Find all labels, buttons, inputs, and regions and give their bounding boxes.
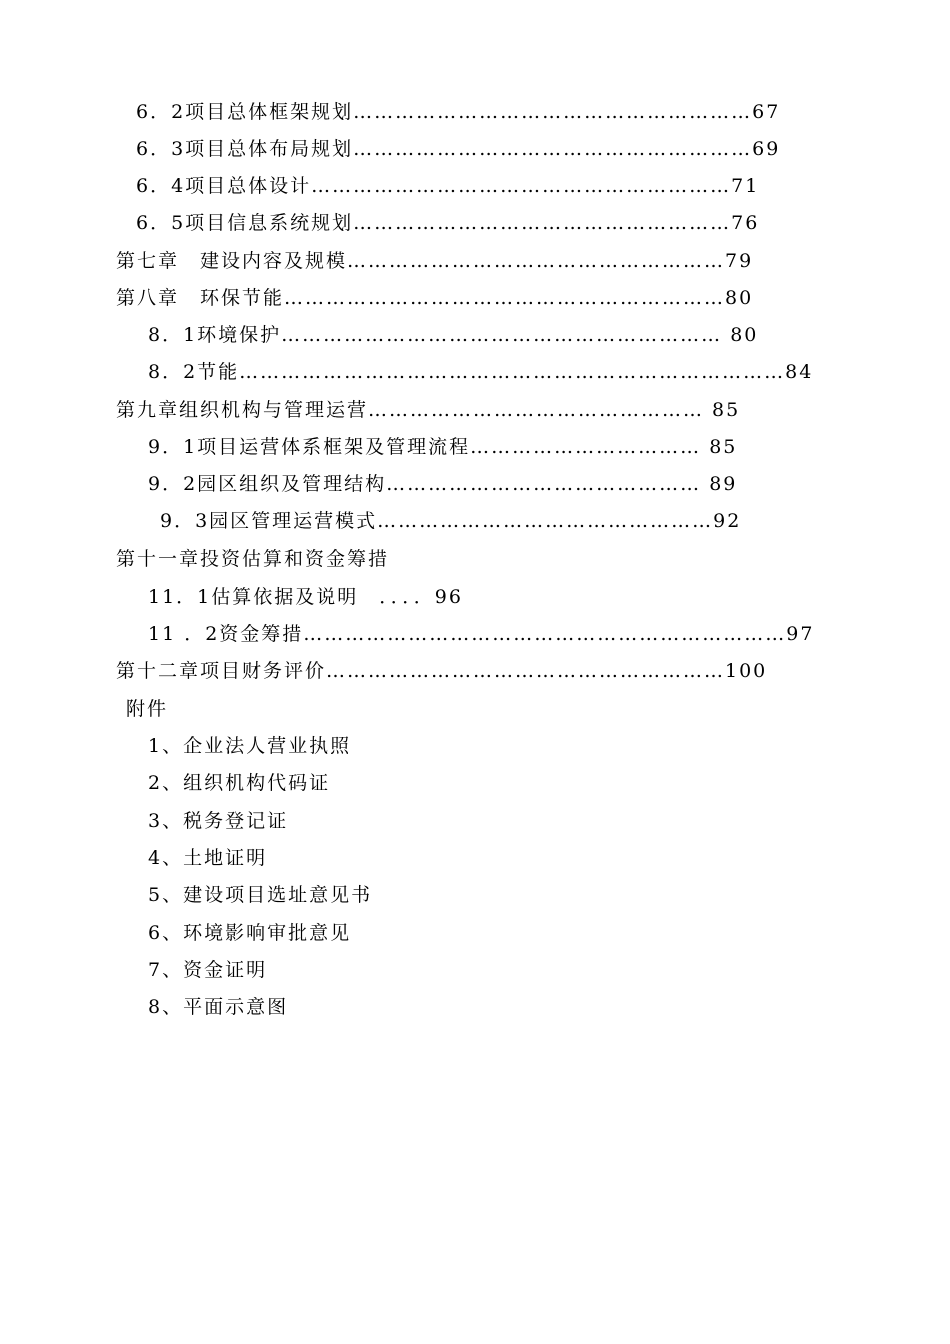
toc-entry-6-4	[136, 171, 759, 201]
toc-entry-11-1	[148, 582, 463, 612]
toc-entry-text: 9．2园区组织及管理结构……………………………………… 89	[148, 473, 738, 495]
toc-entry-text: 6．4项目总体设计……………………………………………………71	[136, 175, 760, 197]
toc-entry-6-2	[136, 97, 780, 127]
toc-entry-text: 第十一章投资估算和资金筹措	[116, 548, 390, 570]
toc-entry-text: 2、组织机构代码证	[148, 772, 331, 794]
toc-entry-text: 5、建设项目选址意见书	[148, 884, 373, 906]
toc-entry-text: 8．1环境保护……………………………………………………… 80	[148, 324, 759, 346]
toc-appendix-item	[148, 955, 267, 985]
toc-appendix-item	[148, 992, 288, 1022]
toc-entry-text: 附件	[126, 698, 169, 720]
toc-appendix-item	[148, 768, 330, 798]
toc-entry-text: 8、平面示意图	[148, 996, 289, 1018]
toc-chapter-12	[116, 656, 767, 686]
toc-chapter-9	[116, 395, 740, 425]
toc-entry-text: 11．1估算依据及说明 ．．．．96	[148, 586, 463, 608]
toc-entry-text: 第七章 建设内容及规模………………………………………………79	[116, 250, 754, 272]
toc-appendix-item	[148, 918, 351, 948]
toc-entry-text: 第十二章项目财务评价…………………………………………………100	[116, 660, 768, 682]
toc-chapter-8	[116, 283, 753, 313]
toc-appendix-item	[148, 880, 372, 910]
toc-appendix-item	[148, 843, 267, 873]
toc-entry-text: 9．1项目运营体系框架及管理流程…………………………… 85	[148, 436, 738, 458]
toc-entry-8-2	[148, 357, 813, 387]
toc-entry-text: 11 ．2资金筹措……………………………………………………………97	[148, 623, 815, 645]
toc-entry-6-5	[136, 208, 759, 238]
toc-entry-6-3	[136, 134, 780, 164]
toc-entry-9-3	[160, 506, 741, 536]
toc-entry-text: 8．2节能……………………………………………………………………84	[148, 361, 814, 383]
toc-entry-text: 7、资金证明	[148, 959, 268, 981]
toc-entry-text: 3、税务登记证	[148, 810, 289, 832]
toc-chapter-11	[116, 544, 389, 574]
toc-entry-9-1	[148, 432, 737, 462]
toc-entry-text: 6．3项目总体布局规划…………………………………………………69	[136, 138, 781, 160]
toc-entry-11-2	[148, 619, 814, 649]
toc-entry-text: 6、环境影响审批意见	[148, 922, 352, 944]
toc-entry-text: 6．5项目信息系统规划………………………………………………76	[136, 212, 760, 234]
toc-appendix-item	[148, 731, 351, 761]
toc-entry-text: 第九章组织机构与管理运营………………………………………… 85	[116, 399, 741, 421]
toc-entry-text: 1、企业法人营业执照	[148, 735, 352, 757]
toc-entry-9-2	[148, 469, 737, 499]
toc-appendix-item	[148, 806, 288, 836]
toc-entry-text: 9．3园区管理运营模式…………………………………………92	[160, 510, 742, 532]
toc-entry-text: 6．2项目总体框架规划…………………………………………………67	[136, 101, 781, 123]
toc-entry-8-1	[148, 320, 758, 350]
toc-entry-text: 4、土地证明	[148, 847, 268, 869]
toc-appendix-heading	[126, 694, 168, 724]
toc-entry-text: 第八章 环保节能………………………………………………………80	[116, 287, 754, 309]
toc-chapter-7	[116, 246, 753, 276]
